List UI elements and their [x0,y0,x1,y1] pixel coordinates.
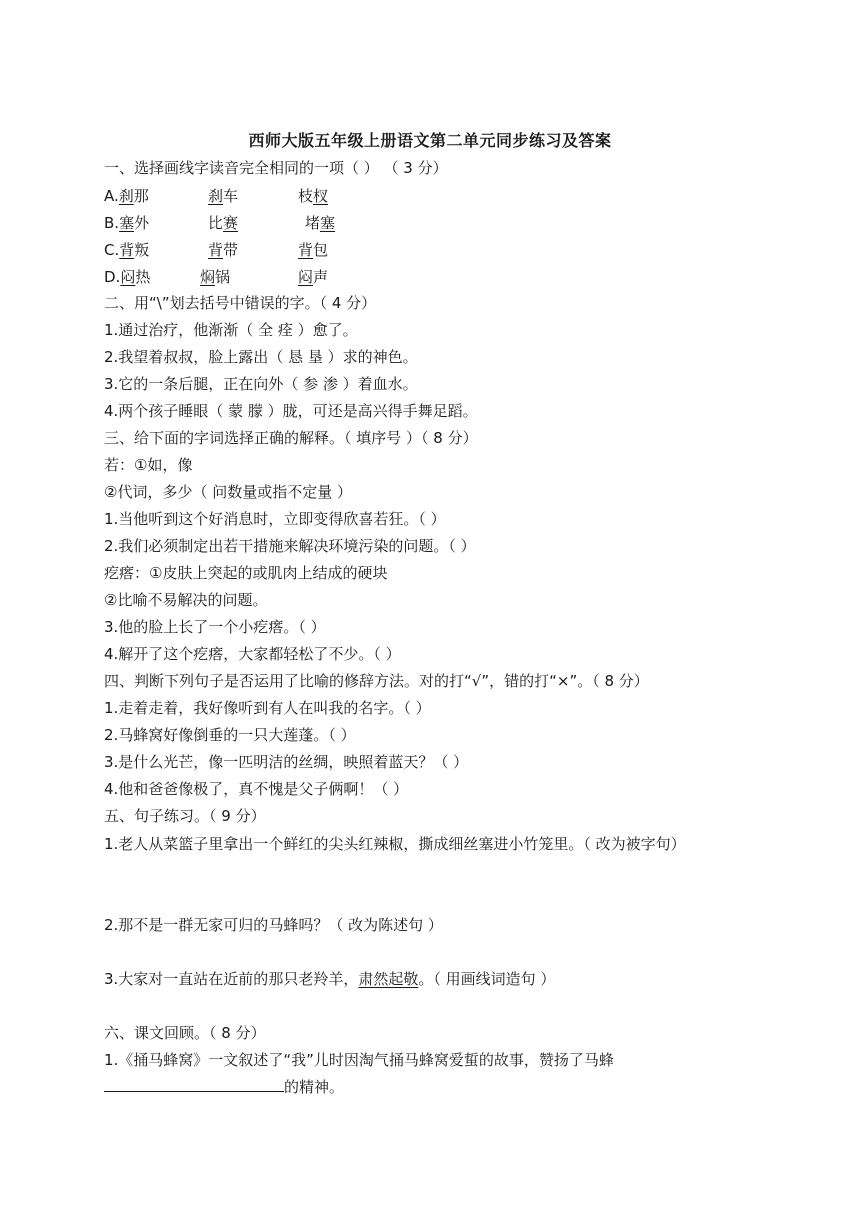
definition-line: 若：①如，像 [104,456,193,474]
question-item: 2.我望着叔叔，脸上露出（ 恳 垦 ）求的神色。 [104,348,418,366]
option-label: A. [104,187,119,205]
underlined-char: 刹 [118,187,134,205]
definition-line: ②代词，多少（ 问数量或指不定量 ） [104,483,352,501]
answer-blank[interactable] [104,1077,284,1092]
question-item: 1.老人从菜篮子里拿出一个鲜红的尖头红辣椒，撕成细丝塞进小竹笼里。（ 改为被字句） [104,835,686,853]
question-item: 2.马蜂窝好像倒垂的一只大莲蓬。（ ） [104,726,356,744]
definition-line: ②比喻不易解决的问题。 [104,591,268,609]
question-item: 1.《捅马蜂窝》一文叙述了“我”儿时因淘气捅马蜂窝爱蜇的故事，赞扬了马蜂 [104,1051,614,1069]
underlined-char: 闷 [298,268,314,286]
underlined-char: 刹 [208,187,224,205]
underlined-char: 塞 [119,214,135,232]
question-item: 3.他的脸上长了一个小疙瘩。（ ） [104,618,326,636]
underlined-char: 杈 [313,187,329,205]
option-label: D. [104,268,121,286]
page-title: 西师大版五年级上册语文第二单元同步练习及答案 [248,131,612,150]
underlined-char: 塞 [320,214,336,232]
option-label: B. [104,214,120,232]
question-item: 1.通过治疗，他渐渐（ 全 痊 ）愈了。 [104,321,358,339]
question-item: 3.它的一条后腿，正在向外（ 参 渗 ）着血水。 [104,375,418,393]
section-5-heading: 五、句子练习。（ 9 分） [104,807,266,825]
question-item: 1.走着走着，我好像听到有人在叫我的名字。（ ） [104,699,431,717]
question-item: 4.两个孩子睡眼（ 蒙 朦 ）胧，可还是高兴得手舞足蹈。 [104,402,478,420]
question-item: 2.那不是一群无家可归的马蜂吗？（ 改为陈述句 ） [104,916,443,934]
underlined-char: 焖 [200,268,216,286]
definition-line: 疙瘩：①皮肤上突起的或肌肉上结成的硬块 [104,564,388,582]
section-4-heading: 四、判断下列句子是否运用了比喻的修辞方法。对的打“√”，错的打“×”。（ 8 分） [104,672,649,690]
underlined-char: 背 [208,241,224,259]
underlined-word: 肃然起敬 [358,970,419,988]
underlined-char: 背 [119,241,135,259]
question-item: 的精神。 [104,1077,344,1097]
question-item: 3.是什么光芒，像一匹明洁的丝绸，映照着蓝天？（ ） [104,753,469,771]
question-item: 4.解开了这个疙瘩，大家都轻松了不少。（ ） [104,645,401,663]
section-3-heading: 三、给下面的字词选择正确的解释。（ 填序号 ）（ 8 分） [104,429,478,447]
question-item: 2.我们必须制定出若干措施来解决环境污染的问题。（ ） [104,537,476,555]
section-2-heading: 二、用“\”划去括号中错误的字。（ 4 分） [104,294,377,312]
question-item: 3.大家对一直站在近前的那只老羚羊，肃然起敬。（ 用画线词造句 ） [104,970,556,988]
option-label: C. [104,241,120,259]
section-6-heading: 六、课文回顾。（ 8 分） [104,1024,266,1042]
underlined-char: 闷 [120,268,136,286]
underlined-char: 赛 [223,214,239,232]
question-item: 1.当他听到这个好消息时，立即变得欣喜若狂。（ ） [104,510,446,528]
worksheet-page: 西师大版五年级上册语文第二单元同步练习及答案 一、选择画线字读音完全相同的一项（ ） （ 3 分） A.刹那 刹车 枝杈 B.塞外 比赛 堵塞 C.背叛 背带 背包 D.闷热 焖锅 闷声 二、用“\”划去括号中错误的字。（ 4 分） 1.通过治疗，他渐渐（ 全 痊 ）愈了。 2.我望着叔叔，脸上露出（ 恳 垦 ）求的神色。 3.它的一条后腿，正在向外（ 参 渗 ）着血水。 4.两个孩子睡眼（ 蒙 朦 ）胧，可还是高兴得手舞足蹈。 三、给下面的字词选择正确的解释。（ 填序号 ）（ 8 分） 若：①如，像 ②代词，多少（ 问数量或指不定量 ） 1.当他听到这个好消息时，立即变得欣喜若狂。（ ） 2.我们必须制定出若干措施来解决环境污染的问题。（ ） 疙瘩：①皮肤上突起的或肌肉上结成的硬块 ②比喻不易解决的问题。 3.他的脸上长了一个小疙瘩。（ ） 4.解开了这个疙瘩，大家都轻松了不少。（ ） 四、判断下列句子是否运用了比喻的修辞方法。对的打“√”，错的打“×”。（ 8 分） 1.走着走着，我好像听到有人在叫我的名字。（ ） 2.马蜂窝好像倒垂的一只大莲蓬。（ ） 3.是什么光芒，像一匹明洁的丝绸，映照着蓝天？（ ） 4.他和爸爸像极了，真不愧是父子俩啊！（ ） 五、句子练习。（ 9 分） 1.老人从菜篮子里拿出一个鲜红的尖头红辣椒，撕成细丝塞进小竹笼里。（ 改为被字句） 2.那不是一群无家可归的马蜂吗？（ 改为陈述句 ） 3.大家对一直站在近前的那只老羚羊，肃然起敬。（ 用画线词造句 ） 六、课文回顾。（ 8 分） 1.《捅马蜂窝》一文叙述了“我”儿时因淘气捅马蜂窝爱蜇的故事，赞扬了马蜂 的精神。 [0,0,860,1216]
section-1-heading: 一、选择画线字读音完全相同的一项（ ） （ 3 分） [104,159,448,177]
question-item: 4.他和爸爸像极了，真不愧是父子俩啊！（ ） [104,780,409,798]
underlined-char: 背 [298,241,314,259]
